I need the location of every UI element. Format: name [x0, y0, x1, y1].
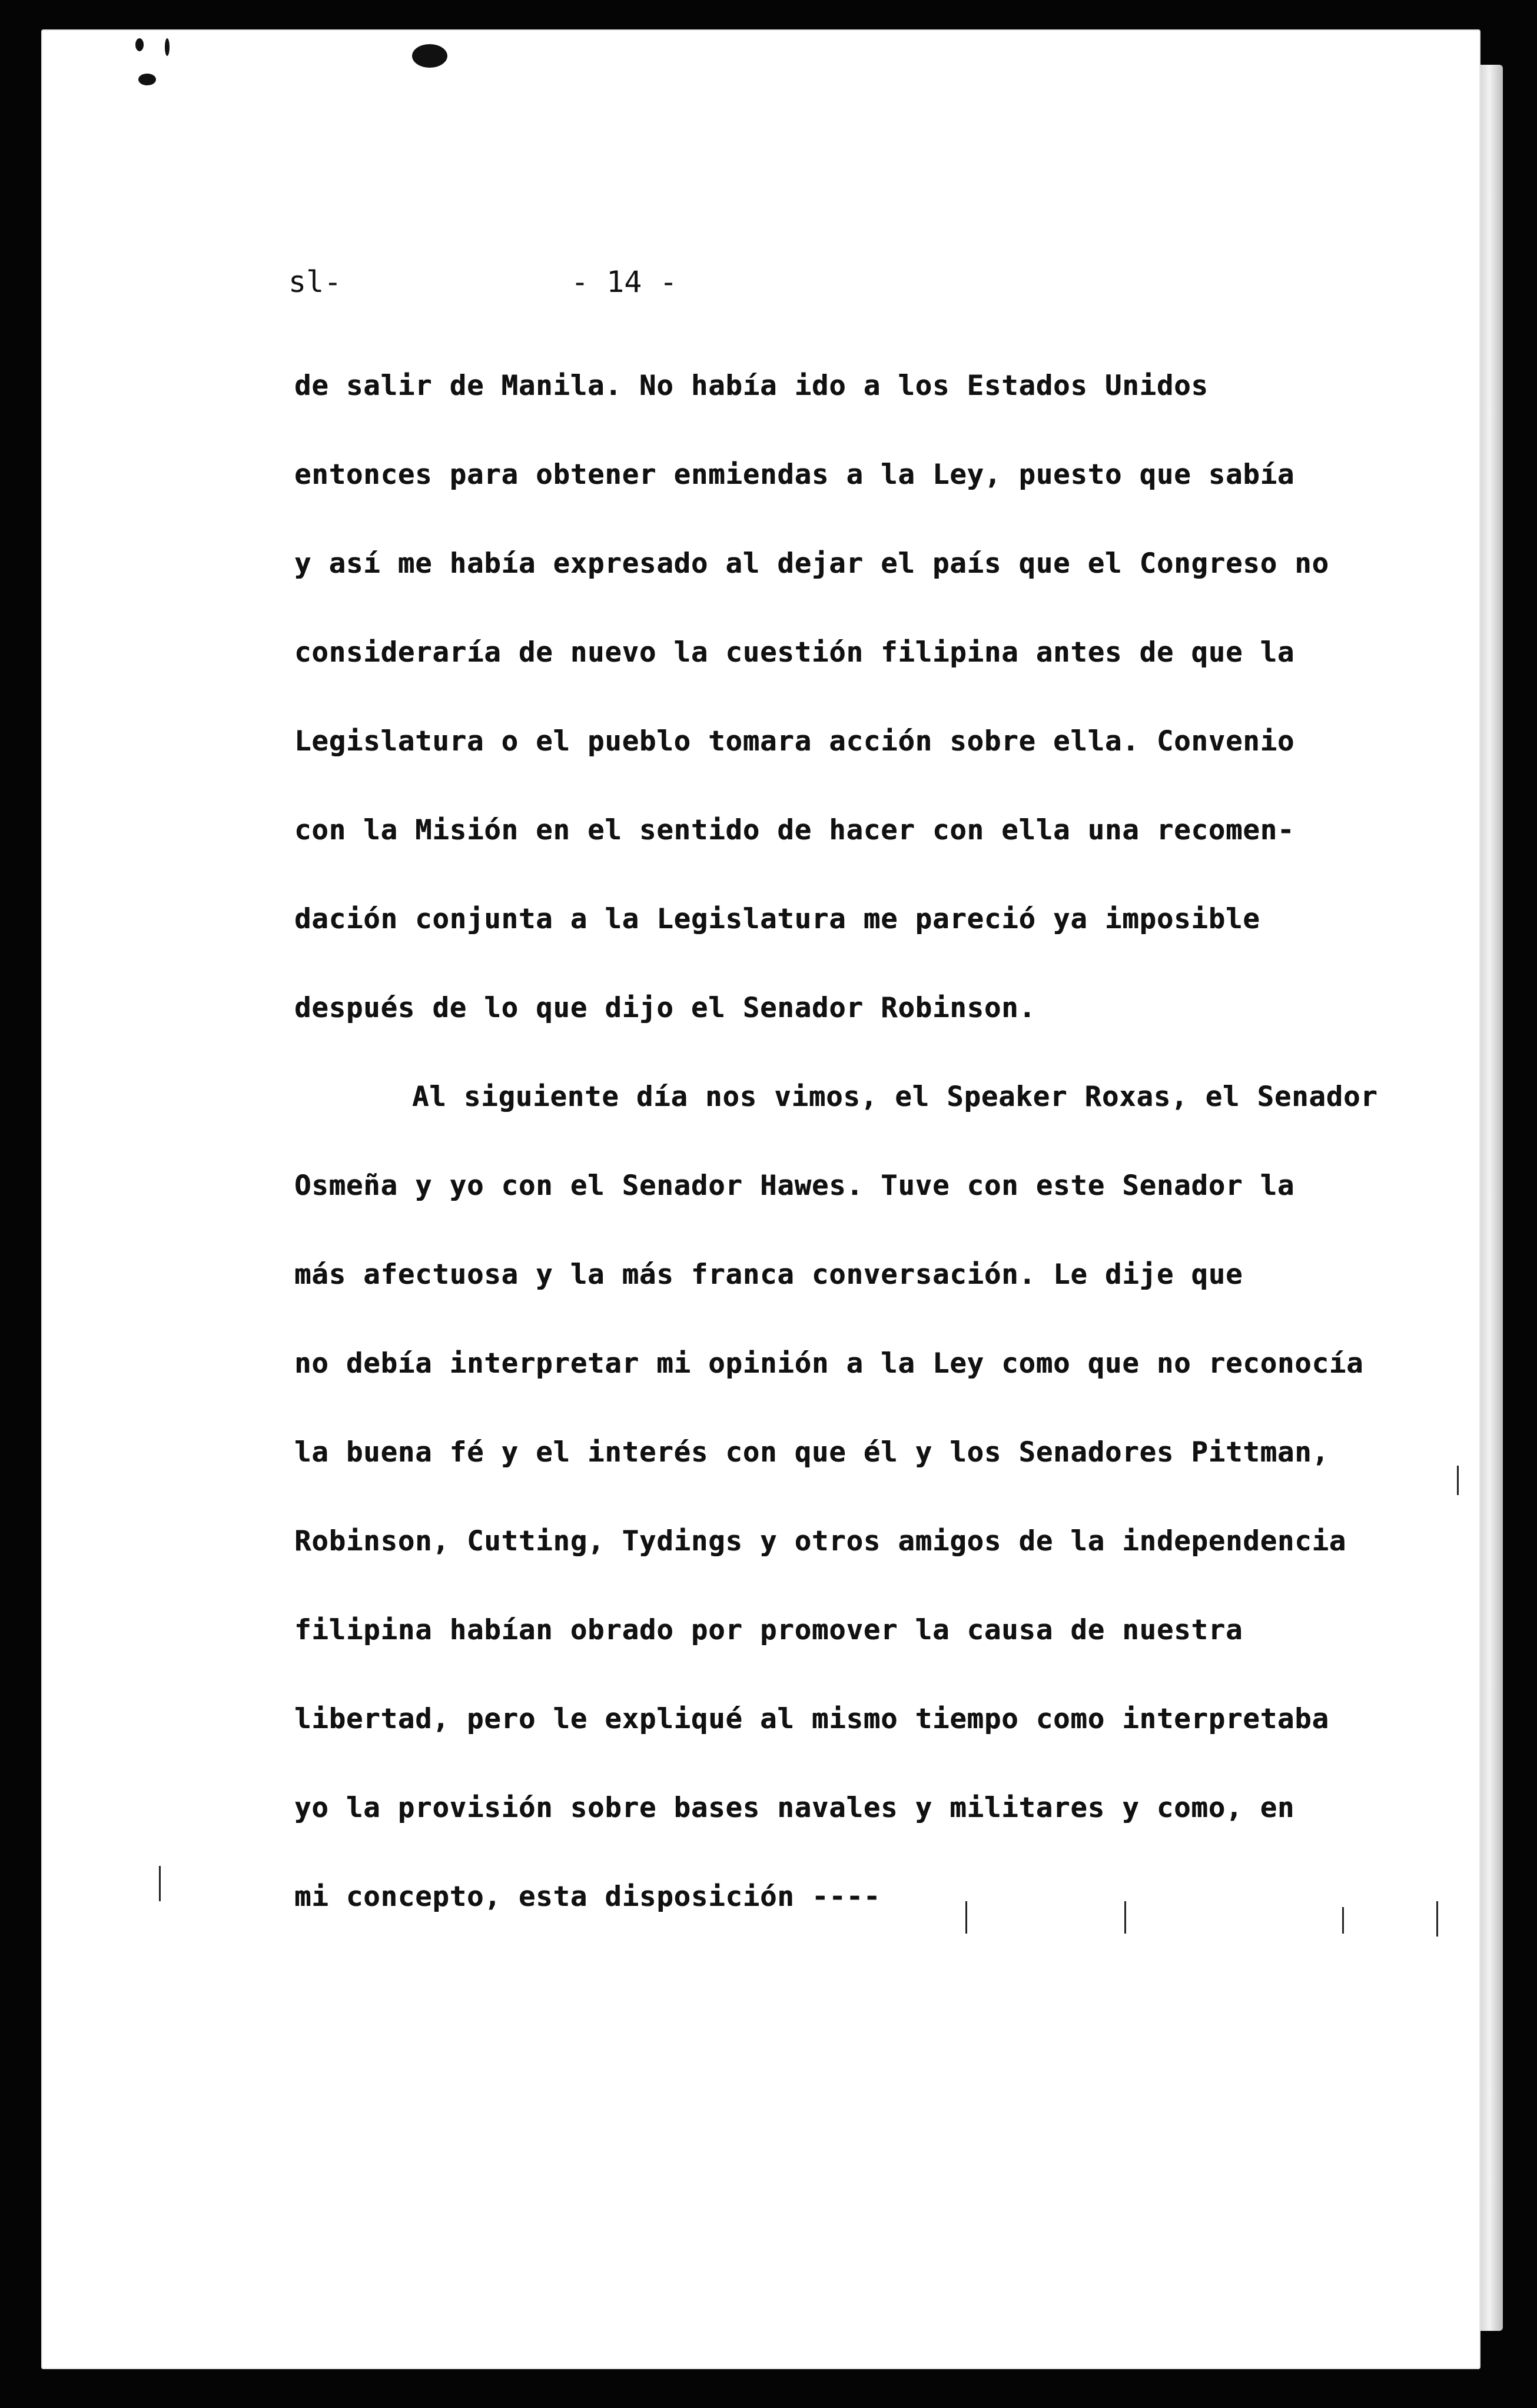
page-header — [41, 265, 1480, 312]
body-text — [294, 341, 1454, 1941]
document-page — [41, 29, 1480, 2369]
text-line: y así me había expresado al dejar el país que el Congreso no — [294, 547, 1329, 580]
text-line: Osmeña y yo con el Senador Hawes. Tuve con este Senador la — [294, 1170, 1295, 1202]
text-line: Al siguiente día nos vimos, el Speaker Roxas, el Senador — [412, 1081, 1378, 1113]
text-line: la buena fé y el interés con que él y los Senadores Pittman, — [294, 1436, 1329, 1469]
text-line: después de lo que dijo el Senador Robinson. — [294, 992, 1036, 1024]
text-line: dación conjunta a la Legislatura me pareció ya imposible — [294, 903, 1260, 935]
text-line: con la Misión en el sentido de hacer con ella una recomen- — [294, 814, 1295, 846]
ink-spot — [138, 74, 156, 85]
ink-spot — [412, 44, 447, 68]
text-line: no debía interpretar mi opinión a la Ley como que no reconocía — [294, 1347, 1364, 1380]
scan-scratch — [1457, 1466, 1459, 1495]
text-line: de salir de Manila. No había ido a los Estados Unidos — [294, 370, 1209, 402]
text-line: filipina habían obrado por promover la causa de nuestra — [294, 1614, 1243, 1646]
text-line: libertad, pero le expliqué al mismo tiempo como interpretaba — [294, 1703, 1329, 1735]
text-line: yo la provisión sobre bases navales y militares y como, en — [294, 1792, 1295, 1824]
scan-scratch — [159, 1866, 161, 1901]
scan-scratch — [1124, 1901, 1126, 1934]
page-number: - 14 - — [571, 265, 678, 299]
text-line: más afectuosa y la más franca conversación. Le dije que — [294, 1258, 1243, 1291]
scan-scratch — [965, 1901, 967, 1934]
text-line: Legislatura o el pueblo tomara acción sobre ella. Convenio — [294, 725, 1295, 758]
scan-scratch — [1436, 1901, 1438, 1937]
page-edge — [1480, 65, 1503, 2331]
text-line: Robinson, Cutting, Tydings y otros amigos de la independencia — [294, 1525, 1347, 1557]
text-line: entonces para obtener enmiendas a la Ley, puesto que sabía — [294, 459, 1295, 491]
text-line: consideraría de nuevo la cuestión filipina antes de que la — [294, 636, 1295, 669]
ink-spot — [165, 38, 170, 56]
document-code: sl- — [288, 265, 342, 299]
ink-spot — [135, 38, 144, 51]
scan-scratch — [1342, 1907, 1344, 1934]
text-line: mi concepto, esta disposición ---- — [294, 1881, 881, 1913]
